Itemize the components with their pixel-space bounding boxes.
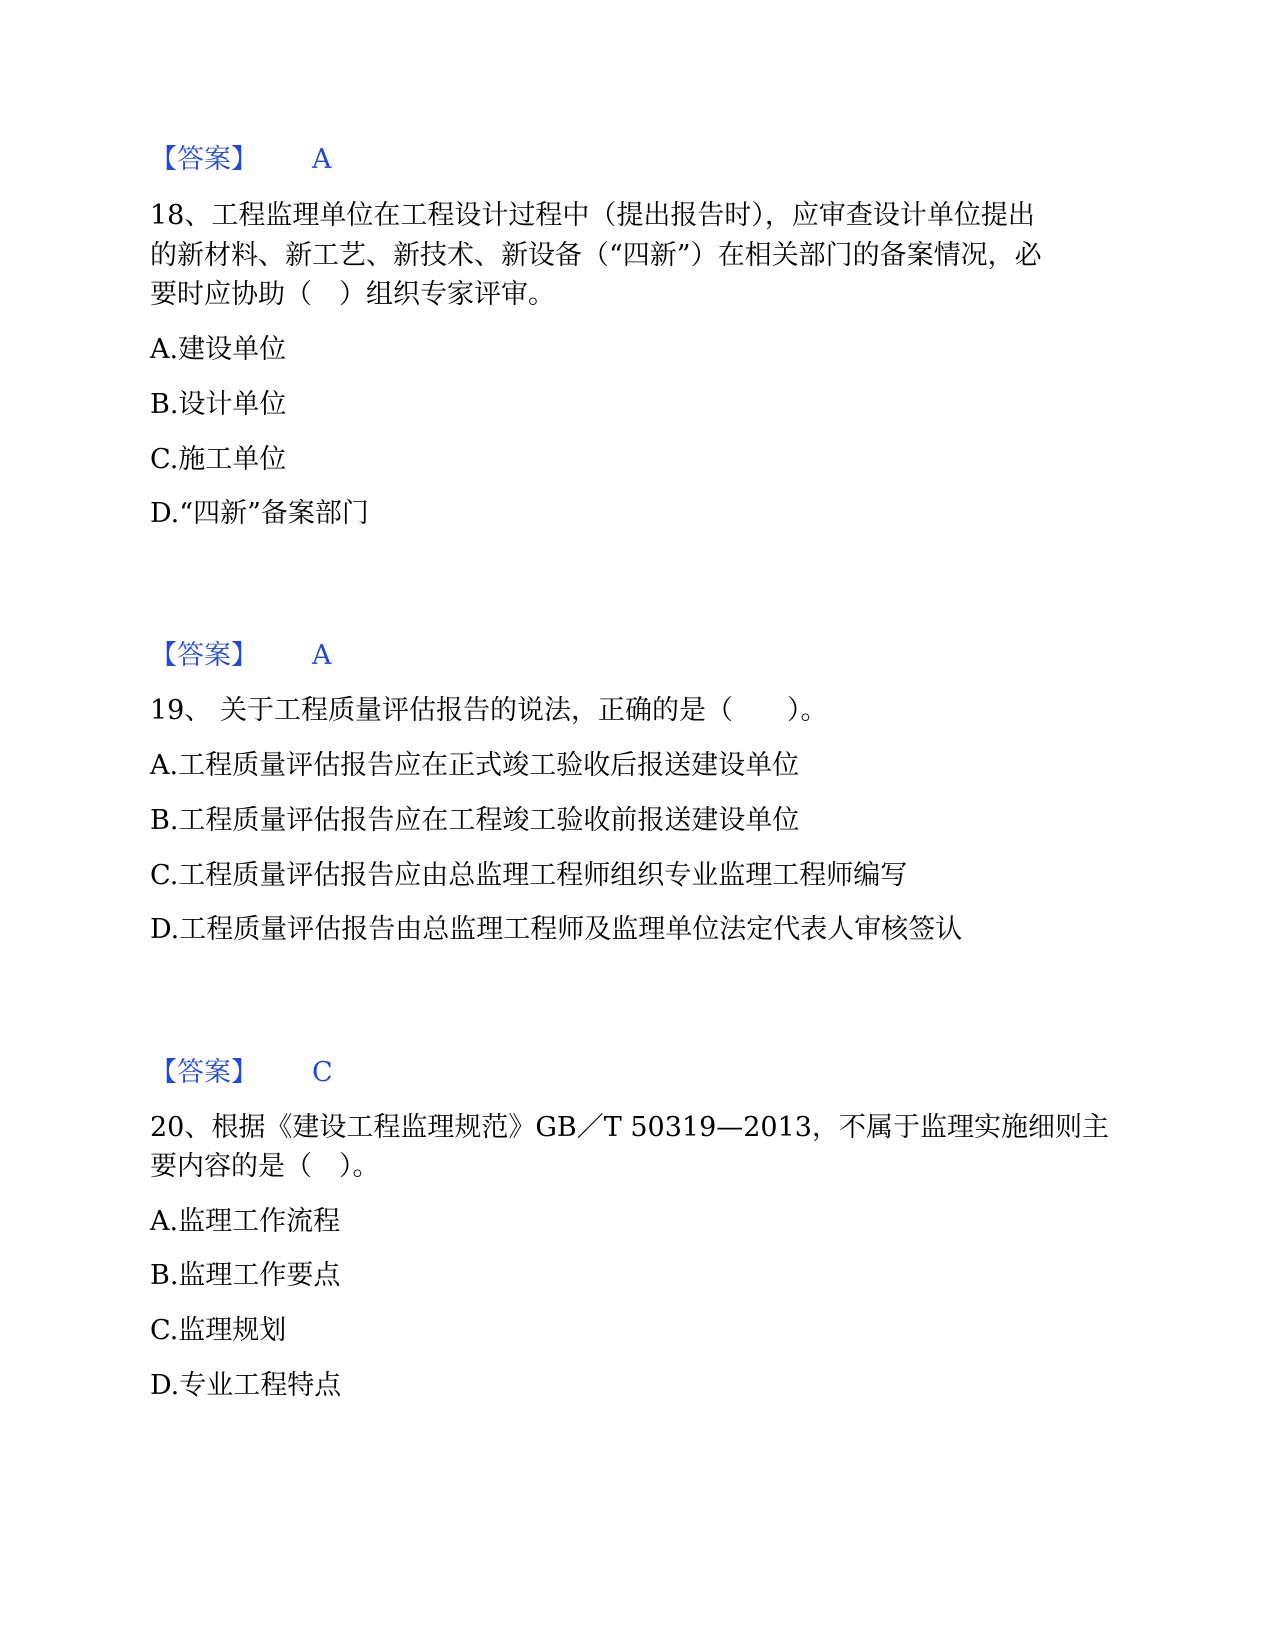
answer-block (150, 140, 332, 180)
option-a: A.监理工作流程 (150, 1206, 341, 1237)
question-stem-line: 19、 关于工程质量评估报告的说法，正确的是（ ）。 (150, 695, 828, 726)
option-c: C.施工单位 (150, 444, 287, 475)
option-d: D.工程质量评估报告由总监理工程师及监理单位法定代表人审核签认 (150, 914, 963, 945)
answer-value: A (312, 144, 332, 175)
answer-value: C (312, 1057, 333, 1088)
answer-label: 【答案】 (150, 1057, 258, 1088)
option-c: C.工程质量评估报告应由总监理工程师组织专业监理工程师编写 (150, 860, 908, 891)
option-c: C.监理规划 (150, 1315, 287, 1346)
answer-label: 【答案】 (150, 640, 258, 671)
question-stem-line: 要内容的是（ ）。 (150, 1151, 380, 1182)
option-b: B.设计单位 (150, 389, 287, 420)
answer-label: 【答案】 (150, 144, 258, 175)
option-d: D.专业工程特点 (150, 1370, 342, 1401)
answer-block (150, 636, 332, 676)
option-b: B.监理工作要点 (150, 1260, 341, 1291)
option-b: B.工程质量评估报告应在工程竣工验收前报送建设单位 (150, 805, 800, 836)
question-stem-line: 18、工程监理单位在工程设计过程中（提出报告时），应审查设计单位提出 (150, 200, 1035, 231)
question-stem-line: 20、根据《建设工程监理规范》GB／T 50319—2013，不属于监理实施细则主 (150, 1112, 1109, 1143)
option-d: D.“四新”备案部门 (150, 498, 369, 529)
answer-value: A (312, 640, 332, 671)
answer-block (150, 1053, 333, 1093)
option-a: A.工程质量评估报告应在正式竣工验收后报送建设单位 (150, 750, 800, 781)
question-stem-line: 要时应协助（ ）组织专家评审。 (150, 279, 555, 310)
option-a: A.建设单位 (150, 334, 287, 365)
question-stem-line: 的新材料、新工艺、新技术、新设备（“四新”）在相关部门的备案情况，必 (150, 240, 1042, 271)
